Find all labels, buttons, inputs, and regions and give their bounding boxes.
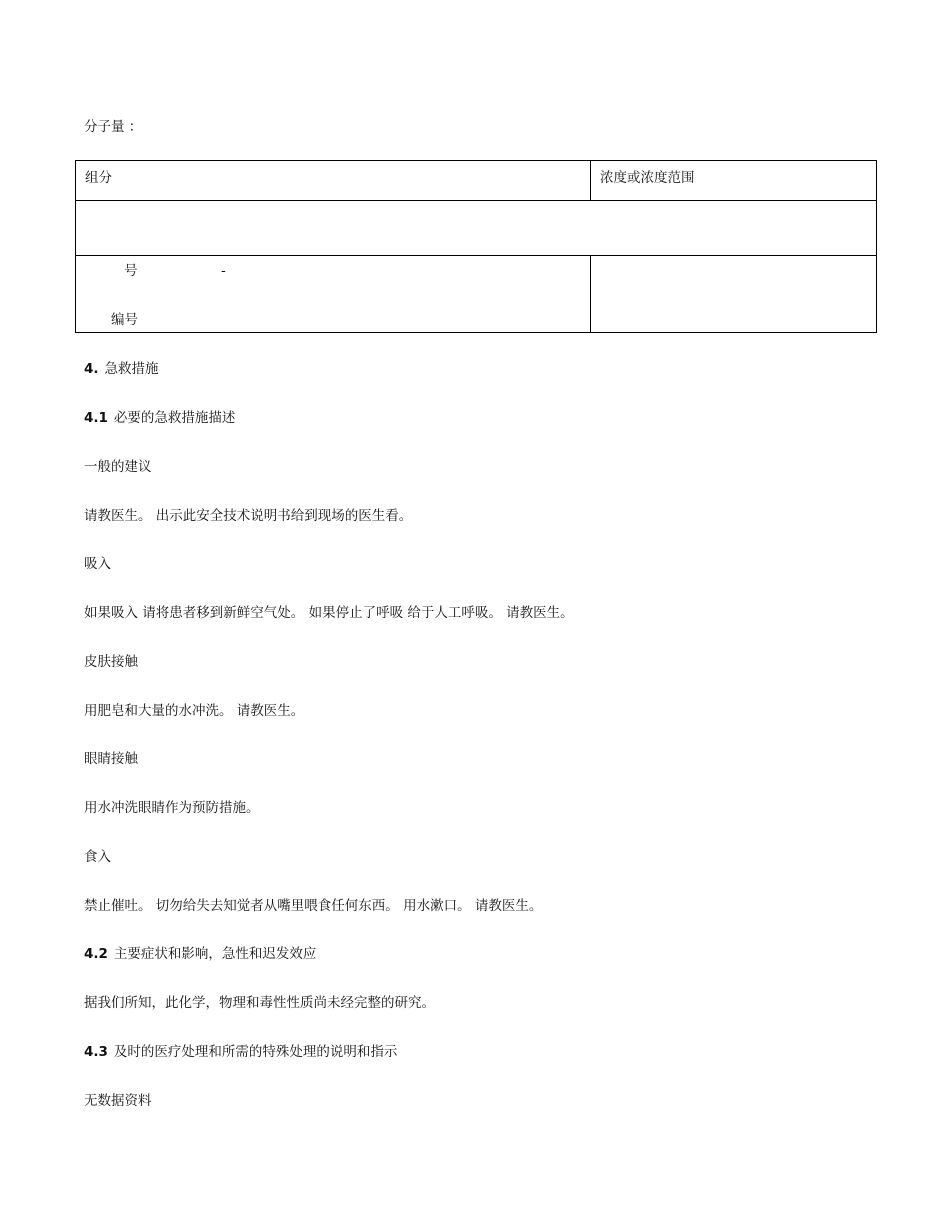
table-number-label: 号: [124, 263, 138, 279]
table-row-identifier-cell: [75, 255, 591, 333]
table-empty-row: [75, 200, 877, 256]
section-4-title: 急救措施: [104, 361, 159, 377]
section-4-1-number: 4.1: [84, 410, 108, 426]
section-4-2-heading: [84, 945, 316, 963]
skin-contact-text: 用肥皂和大量的水冲洗。 请教医生。: [84, 703, 305, 719]
table-row-concentration-cell: [590, 255, 877, 333]
general-advice-text: 请教医生。 出示此安全技术说明书给到现场的医生看。: [84, 508, 413, 524]
eye-contact-heading: 眼睛接触: [84, 751, 138, 767]
section-4-2-title: 主要症状和影响，急性和迟发效应: [113, 946, 317, 962]
table-header-component: 组分: [85, 170, 112, 186]
skin-contact-heading: 皮肤接触: [84, 654, 138, 670]
table-header-concentration: 浓度或浓度范围: [600, 170, 695, 186]
section-4-2-number: 4.2: [84, 946, 108, 962]
molecular-weight-label: 分子量 ：: [84, 119, 143, 135]
section-4-3-title: 及时的医疗处理和所需的特殊处理的说明和指示: [113, 1044, 398, 1060]
section-4-heading: [84, 360, 159, 378]
table-header-concentration-cell: [590, 160, 877, 201]
section-4-1-heading: [84, 409, 235, 427]
section-4-number: 4.: [84, 361, 99, 377]
section-4-2-text: 据我们所知，此化学，物理和毒性性质尚未经完整的研究。: [84, 995, 435, 1011]
general-advice-heading: 一般的建议: [84, 459, 152, 475]
eye-contact-text: 用水冲洗眼睛作为预防措施。: [84, 800, 260, 816]
table-header-component-cell: [75, 160, 591, 201]
inhalation-heading: 吸入: [84, 556, 111, 572]
ingestion-text: 禁止催吐。 切勿给失去知觉者从嘴里喂食任何东西。 用水漱口。 请教医生。: [84, 898, 543, 914]
ingestion-heading: 食入: [84, 849, 111, 865]
table-code-label: 编号: [111, 312, 138, 328]
section-4-3-heading: [84, 1043, 397, 1061]
table-dash: -: [221, 263, 226, 279]
section-4-3-text: 无数据资料: [84, 1093, 152, 1109]
section-4-3-number: 4.3: [84, 1044, 108, 1060]
inhalation-text: 如果吸入 请将患者移到新鲜空气处。 如果停止了呼吸 给于人工呼吸。 请教医生。: [84, 605, 574, 621]
section-4-1-title: 必要的急救措施描述: [113, 410, 236, 426]
